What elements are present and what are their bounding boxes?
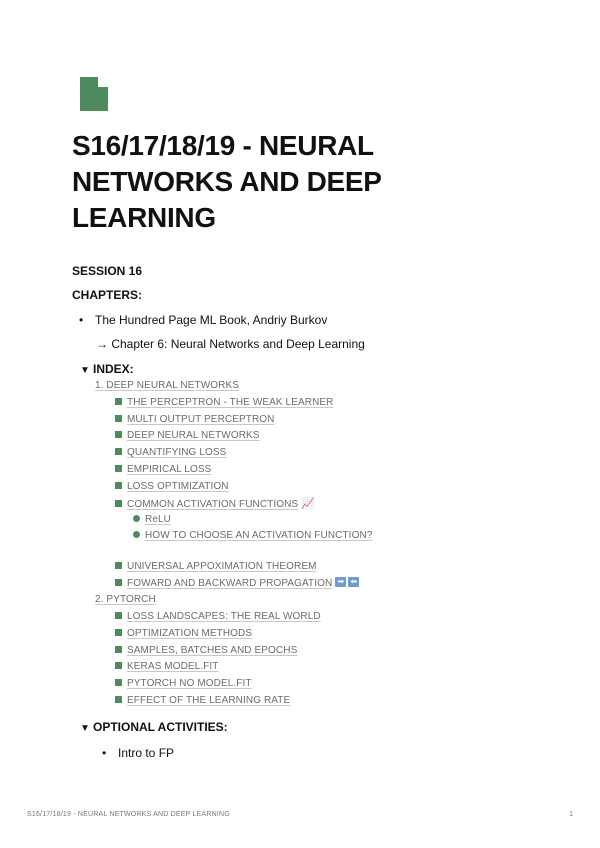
index-toggle[interactable] (80, 362, 134, 376)
chart-emoji-icon: 📈 (301, 498, 316, 510)
index-item-link[interactable]: PYTORCH NO MODEL.FIT (115, 678, 252, 689)
index-item-link[interactable]: MULTI OUTPUT PERCEPTRON (115, 414, 275, 425)
square-bullet-icon (115, 448, 122, 455)
session-label: SESSION 16 (72, 264, 143, 278)
index-item-link[interactable]: EFFECT OF THE LEARNING RATE (115, 695, 290, 706)
toggle-arrow-icon[interactable]: ▼ (80, 365, 90, 376)
toggle-arrow-icon[interactable]: ▼ (80, 723, 90, 734)
index-item-link[interactable]: UNIVERSAL APPOXIMATION THEOREM (115, 561, 317, 572)
optional-activities-toggle[interactable] (80, 720, 228, 734)
bullet: • (79, 313, 84, 327)
index-section-link[interactable]: 2. PYTORCH (95, 594, 156, 605)
square-bullet-icon (115, 398, 122, 405)
bullet: • (102, 746, 107, 760)
optional-item: Intro to FP (118, 746, 175, 760)
index-item-link[interactable]: QUANTIFYING LOSS (115, 447, 226, 458)
square-bullet-icon (115, 500, 122, 507)
square-bullet-icon (115, 465, 122, 472)
left-right-arrows-emoji-icon: ➡ ⬅ (335, 577, 359, 587)
footer-title: S16/17/18/19 - NEURAL NETWORKS AND DEEP LEARNING (27, 811, 230, 818)
index-item-link[interactable]: OPTIMIZATION METHODS (115, 628, 252, 639)
circle-bullet-icon (133, 531, 140, 538)
index-item-link[interactable]: KERAS MODEL.FIT (115, 661, 219, 672)
square-bullet-icon (115, 646, 122, 653)
circle-bullet-icon (133, 515, 140, 522)
index-item-link[interactable]: DEEP NEURAL NETWORKS (115, 430, 260, 441)
index-item-link[interactable]: LOSS OPTIMIZATION (115, 481, 229, 492)
square-bullet-icon (115, 629, 122, 636)
index-item-link[interactable]: THE PERCEPTRON - THE WEAK LEARNER (115, 397, 333, 408)
square-bullet-icon (115, 679, 122, 686)
square-bullet-icon (115, 431, 122, 438)
square-bullet-icon (115, 696, 122, 703)
page-title: S16/17/18/19 - NEURAL NETWORKS AND DEEP LEARNING (72, 130, 382, 233)
index-section-link[interactable]: 1. DEEP NEURAL NETWORKS (95, 380, 239, 391)
square-bullet-icon (115, 662, 122, 669)
chapters-heading: CHAPTERS: (72, 288, 143, 302)
square-bullet-icon (115, 482, 122, 489)
list-item (102, 746, 174, 760)
index-item-link[interactable]: EMPIRICAL LOSS (115, 464, 211, 475)
list-item (79, 313, 327, 327)
square-bullet-icon (115, 579, 122, 586)
index-item-link[interactable]: FOWARD AND BACKWARD PROPAGATION ➡ ⬅ (115, 577, 359, 589)
book-title: The Hundred Page ML Book, Andriy Burkov (95, 313, 328, 327)
index-item-link[interactable]: SAMPLES, BATCHES AND EPOCHS (115, 645, 297, 656)
optional-heading: OPTIONAL ACTIVITIES: (93, 720, 228, 734)
document-icon (80, 77, 108, 111)
square-bullet-icon (115, 415, 122, 422)
index-item-link[interactable]: COMMON ACTIVATION FUNCTIONS 📈 (115, 497, 315, 510)
index-heading: INDEX: (93, 362, 134, 376)
index-subitem-link[interactable]: ReLU (133, 514, 171, 525)
index-item-link[interactable]: LOSS LANDSCAPES: THE REAL WORLD (115, 611, 321, 622)
page-number: 1 (569, 811, 573, 818)
square-bullet-icon (115, 612, 122, 619)
index-subitem-link[interactable]: HOW TO CHOOSE AN ACTIVATION FUNCTION? (133, 530, 372, 541)
chapter-reference: → Chapter 6: Neural Networks and Deep Learning (96, 337, 365, 351)
square-bullet-icon (115, 562, 122, 569)
